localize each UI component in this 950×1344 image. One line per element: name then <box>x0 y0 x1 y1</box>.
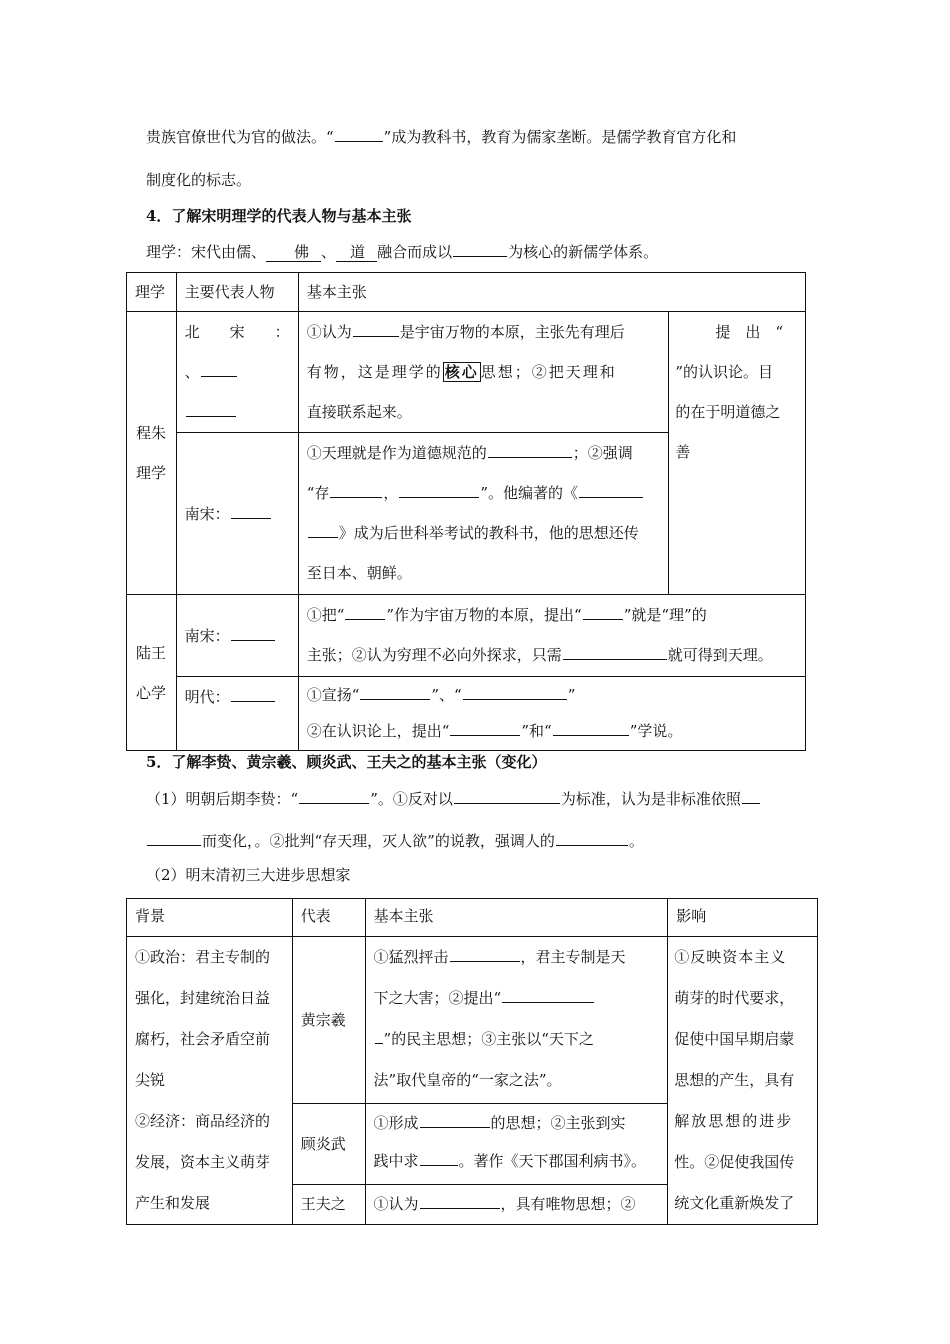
text: 解放思想的进步 <box>674 1112 794 1130</box>
blank-field[interactable] <box>345 605 385 620</box>
text: 有物，这是理学的 <box>306 363 443 381</box>
text: ”。①反对以 <box>370 790 453 808</box>
wang-label: 王夫之 <box>292 1184 365 1224</box>
text: 法”取代皇帝的“一家之法”。 <box>373 1071 562 1089</box>
text: ”的认识论。目 <box>675 363 773 381</box>
luwang-label <box>127 595 177 751</box>
beisong-cell <box>176 312 298 433</box>
sep: 、 <box>184 363 200 381</box>
text: 尖锐 <box>135 1071 166 1089</box>
intro-text: 、 <box>321 243 337 261</box>
header-background: 背景 <box>127 899 293 937</box>
text: ”学说。 <box>629 722 683 740</box>
blank-field[interactable] <box>335 127 383 142</box>
intro-text: ”成为教科书，教育为儒家垄断。是儒学教育官方化和 <box>383 128 737 146</box>
blank-field[interactable] <box>579 483 643 498</box>
header-main-idea: 基本主张 <box>365 899 668 937</box>
text: ” <box>567 686 576 704</box>
text: ①猛烈抨击 <box>373 948 449 966</box>
text: ”作为宇宙万物的本原，提出“ <box>386 606 582 624</box>
text: 》成为后世科举考试的教科书，他的思想还传 <box>338 524 639 542</box>
blank-field[interactable] <box>463 685 567 700</box>
blank-field[interactable] <box>583 605 623 620</box>
blank-field[interactable] <box>742 789 760 804</box>
blank-field[interactable] <box>231 687 275 702</box>
text: 提 出 “ <box>715 323 783 341</box>
text: ①认为 <box>306 323 352 341</box>
header-main-idea: 基本主张 <box>298 273 805 312</box>
text: 产生和发展 <box>135 1194 211 1212</box>
text: 腐朽，社会矛盾空前 <box>135 1030 271 1048</box>
text: ①反映资本主义 <box>674 948 787 966</box>
header-representative: 主要代表人物 <box>176 273 298 312</box>
blank-field[interactable] <box>502 988 594 1003</box>
text: 。著作《天下郡国利病书》。 <box>458 1151 647 1170</box>
blank-field[interactable] <box>299 789 369 804</box>
blank-field[interactable] <box>420 1113 490 1128</box>
intro-line-2: 制度化的标志。 <box>146 171 252 189</box>
text: “存 <box>306 484 330 502</box>
gu-label: 顾炎武 <box>292 1103 365 1184</box>
gu-idea <box>365 1103 668 1184</box>
luwang-label-text: 陆王 心学 <box>136 643 167 702</box>
text: ，君主专制是天 <box>520 948 626 966</box>
nansong-label: 南宋： <box>184 504 230 523</box>
text: ②经济：商品经济的 <box>135 1112 271 1130</box>
text: 。 <box>628 832 644 850</box>
intro-text: 理学：宋代由儒、 <box>146 243 267 261</box>
fill-buddhism[interactable]: 佛 <box>266 243 321 262</box>
text: 下之大害；②提出“ <box>373 989 502 1007</box>
text: 直接联系起来。 <box>306 403 412 421</box>
impact-cell <box>668 937 818 1225</box>
blank-field[interactable] <box>453 242 507 257</box>
luwang-nansong-idea <box>298 595 805 677</box>
ming-label: 明代： <box>184 688 230 706</box>
text: ”的民主思想；③主张以“天下之 <box>383 1030 594 1048</box>
nansong-cell <box>176 433 298 595</box>
text: ①把“ <box>306 606 345 624</box>
text: 思想的产生，具有 <box>674 1071 795 1089</box>
chengzhu-label <box>127 312 177 595</box>
header-lixue: 理学 <box>127 273 177 312</box>
blank-field[interactable] <box>353 322 399 337</box>
epistemology-cell <box>669 312 806 595</box>
beisong-label: 北 宋 ： <box>184 323 290 341</box>
nansong-idea <box>298 433 669 595</box>
text: ；②强调 <box>572 444 633 462</box>
section5-heading: 5．了解李贽、黄宗羲、顾炎武、王夫之的基本主张（变化） <box>146 753 547 771</box>
blank-field[interactable] <box>556 831 628 846</box>
thinkers-table <box>126 898 818 1225</box>
blank-field[interactable] <box>488 443 572 458</box>
blank-field[interactable] <box>553 721 629 736</box>
blank-field[interactable] <box>147 831 201 846</box>
text: ， <box>383 484 399 502</box>
blank-field[interactable] <box>420 1194 500 1209</box>
text: 发展，资本主义萌芽 <box>135 1153 271 1171</box>
blank-field[interactable] <box>450 947 520 962</box>
header-impact: 影响 <box>668 899 818 937</box>
blank-field[interactable] <box>563 645 667 660</box>
text: 性。②促使我国传 <box>674 1153 795 1171</box>
blank-field[interactable] <box>454 789 560 804</box>
huang-label: 黄宗羲 <box>292 937 365 1104</box>
ming-cell <box>176 677 298 751</box>
blank-field[interactable] <box>375 1029 383 1044</box>
section4-intro <box>146 241 658 262</box>
background-cell <box>127 937 293 1225</box>
text: 统文化重新焕发了 <box>674 1194 795 1212</box>
neo-confucian-table <box>126 272 806 751</box>
text: ，具有唯物思想；② <box>500 1194 636 1213</box>
text: 思想；②把天理和 <box>480 363 617 381</box>
blank-field[interactable] <box>399 483 479 498</box>
chengzhu-label-text: 程朱 理学 <box>136 424 167 482</box>
blank-field[interactable] <box>231 626 275 641</box>
text: 萌芽的时代要求， <box>674 989 795 1007</box>
text: 强化，封建统治日益 <box>135 989 271 1007</box>
text: ①认为 <box>373 1194 419 1213</box>
text: ①形成 <box>373 1113 419 1132</box>
wang-idea <box>365 1184 668 1224</box>
huang-idea <box>365 937 668 1104</box>
text: ①宣扬“ <box>306 686 360 704</box>
section4-heading: 4．了解宋明理学的代表人物与基本主张 <box>146 207 412 225</box>
text: 而变化，。②批判“存天理，灭人欲”的说教，强调人的 <box>202 832 555 850</box>
core-highlight: 核心 <box>444 363 479 381</box>
beisong-idea <box>298 312 669 433</box>
text: 善 <box>675 443 691 461</box>
text: ”。他编著的《 <box>480 484 579 502</box>
intro-text: 融合而成以 <box>377 243 453 261</box>
luwang-nansong-cell <box>176 595 298 677</box>
text: 促使中国早期启蒙 <box>674 1030 795 1048</box>
blank-field[interactable] <box>201 362 237 377</box>
text: （1）明朝后期李贽：“ <box>146 790 299 808</box>
intro-text: 为核心的新儒学体系。 <box>508 243 659 261</box>
intro-text: 贵族官僚世代为官的做法。“ <box>146 128 334 146</box>
blank-field[interactable] <box>231 504 271 519</box>
text: 主张；②认为穷理不必向外探求，只需 <box>306 646 562 664</box>
text: 就可得到天理。 <box>667 646 773 664</box>
section5-p1 <box>146 788 761 809</box>
text: 是宇宙万物的本原，主张先有理后 <box>399 323 625 341</box>
text: ①天理就是作为道德规范的 <box>306 444 487 462</box>
text: ②在认识论上，提出“ <box>306 722 450 740</box>
text: 的在于明道德之 <box>675 403 781 421</box>
ming-idea <box>298 677 805 751</box>
text: ①政治：君主专制的 <box>135 948 271 966</box>
fill-dao[interactable]: 道 <box>336 243 377 262</box>
text: 的思想；②主张到实 <box>490 1113 626 1132</box>
section5-p2 <box>146 830 644 851</box>
blank-field[interactable] <box>186 402 236 417</box>
text: ”和“ <box>521 722 552 740</box>
blank-field[interactable] <box>330 483 382 498</box>
blank-field[interactable] <box>308 523 338 538</box>
blank-field[interactable] <box>450 721 520 736</box>
blank-field[interactable] <box>420 1151 458 1166</box>
text: 为标准，认为是非标准依照 <box>560 790 741 808</box>
header-representative: 代表 <box>292 899 365 937</box>
text: ”、“ <box>431 686 462 704</box>
text: 践中求 <box>373 1151 419 1170</box>
luwang-nansong-label: 南宋： <box>184 626 230 645</box>
blank-field[interactable] <box>360 685 430 700</box>
section5-p3: （2）明末清初三大进步思想家 <box>146 866 351 884</box>
text: 至日本、朝鲜。 <box>306 564 412 582</box>
intro-line-1 <box>146 126 736 147</box>
text: ”就是“理”的 <box>623 606 707 624</box>
